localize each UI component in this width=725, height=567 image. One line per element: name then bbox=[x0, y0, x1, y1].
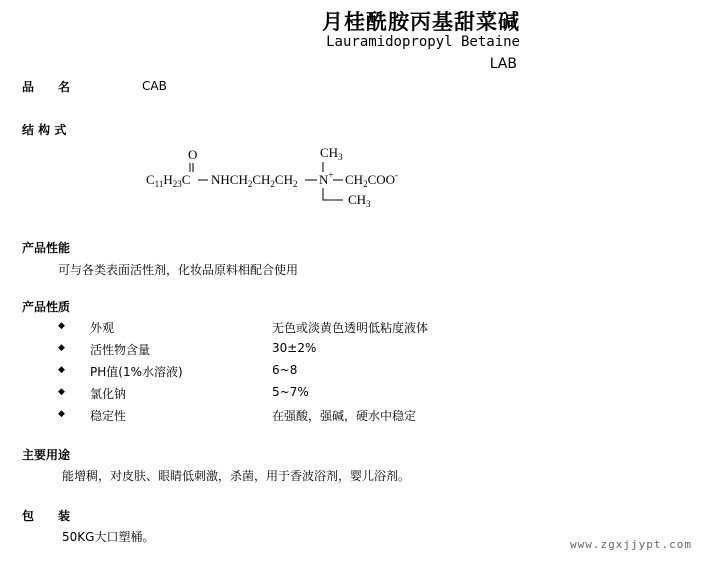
uses-label: 主要用途 bbox=[22, 448, 71, 462]
properties-label: 产品性质 bbox=[22, 300, 71, 314]
performance-label: 产品性能 bbox=[22, 241, 71, 255]
property-name: 外观 bbox=[90, 321, 115, 335]
property-name: 氯化钠 bbox=[90, 387, 127, 401]
bottom-methyl-bond bbox=[323, 188, 343, 200]
property-name: PH值(1%水溶液) bbox=[90, 365, 183, 379]
property-value: 6~8 bbox=[272, 363, 298, 377]
product-name-value: CAB bbox=[142, 79, 167, 93]
property-value: 在强酸，强碱，硬水中稳定 bbox=[272, 409, 417, 423]
property-bullet: ◆ bbox=[58, 343, 65, 353]
packaging-text: 50KG大口塑桶。 bbox=[62, 530, 155, 544]
product-name-label: 品 名 bbox=[22, 80, 71, 94]
property-name: 活性物含量 bbox=[90, 343, 151, 357]
carbonyl-oxygen: O bbox=[188, 147, 198, 162]
site-watermark: www.zgxjjypt.com bbox=[570, 538, 692, 551]
property-bullet: ◆ bbox=[58, 387, 65, 397]
structural-formula bbox=[140, 140, 420, 216]
title-chinese: 月桂酰胺丙基甜菜碱 bbox=[322, 10, 520, 34]
top-methyl: $CH_3$ bbox=[320, 145, 343, 162]
structure-label: 结 构 式 bbox=[22, 123, 67, 137]
uses-text: 能增稠，对皮肤、眼睛低刺激，杀菌，用于香波浴剂，婴儿浴剂。 bbox=[62, 469, 411, 483]
property-bullet: ◆ bbox=[58, 365, 65, 375]
property-name: 稳定性 bbox=[90, 409, 127, 423]
propyl-linker: $NHCH_2CH_2CH_2$ bbox=[211, 172, 298, 189]
packaging-label: 包 装 bbox=[22, 509, 71, 523]
quaternary-nitrogen: N+ bbox=[319, 170, 334, 187]
performance-text: 可与各类表面活性剂，化妆品原料相配合使用 bbox=[58, 263, 299, 277]
alkyl-chain: $C_{11}H_{23}C$ bbox=[146, 172, 191, 189]
property-value: 30±2% bbox=[272, 341, 317, 355]
title-english: Lauramidopropyl Betaine bbox=[326, 34, 520, 50]
carboxymethyl-group: $CH_2COO^-$ bbox=[345, 170, 399, 189]
property-value: 5~7% bbox=[272, 385, 309, 399]
title-abbreviation: LAB bbox=[489, 56, 517, 72]
property-bullet: ◆ bbox=[58, 409, 65, 419]
property-value: 无色或淡黄色透明低粘度液体 bbox=[272, 321, 429, 335]
property-bullet: ◆ bbox=[58, 321, 65, 331]
bottom-methyl: $CH_3$ bbox=[348, 192, 371, 209]
